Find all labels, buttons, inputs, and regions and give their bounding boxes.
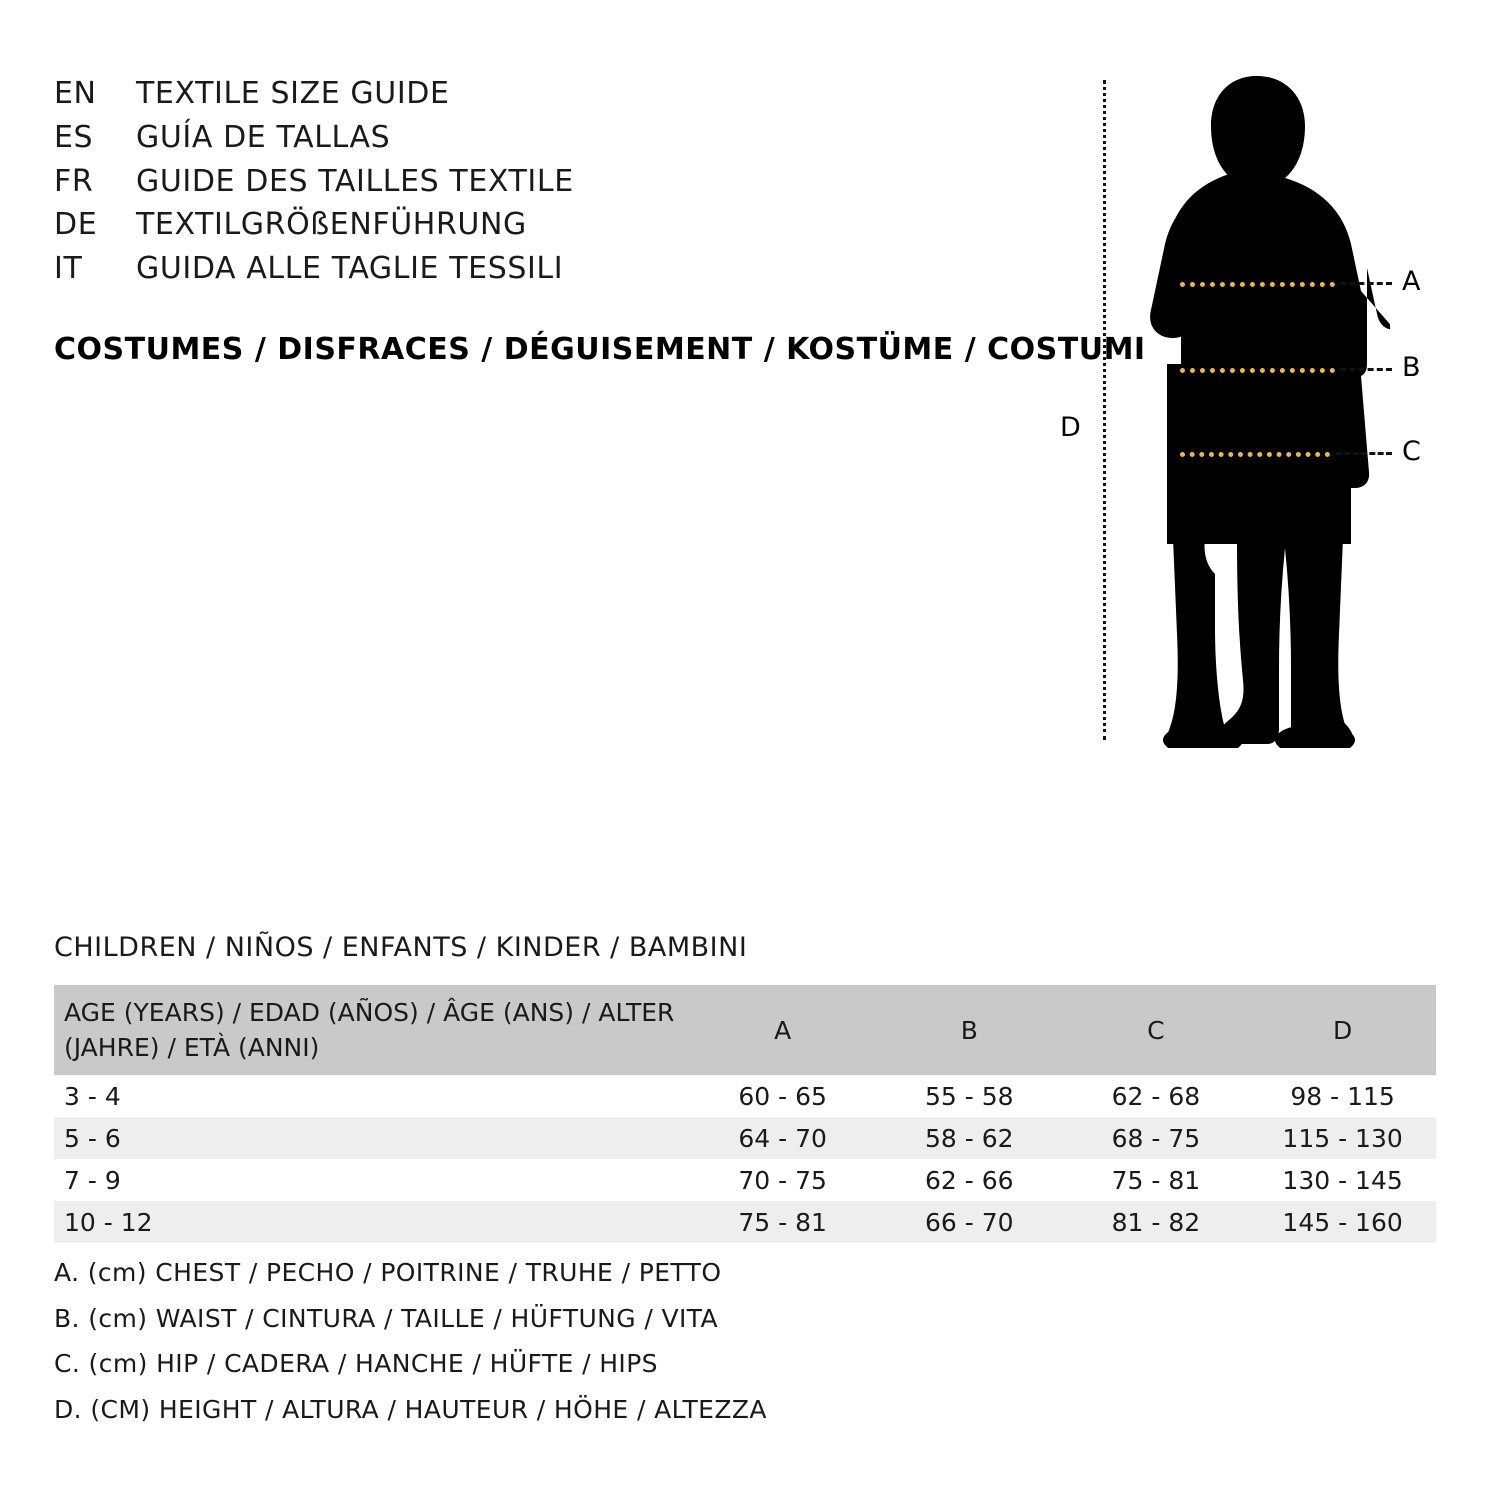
table-header (54, 985, 1436, 1075)
marker-label-chest: A (1402, 266, 1421, 297)
measurement-legend (54, 1250, 767, 1432)
language-text: TEXTILGRÖßENFÜHRUNG (136, 207, 527, 243)
cell-hip: 68 - 75 (1111, 1123, 1201, 1153)
marker-lead-waist (1340, 368, 1392, 371)
language-text: GUÍA DE TALLAS (136, 119, 391, 155)
cell-height: 145 - 160 (1282, 1207, 1403, 1237)
legend-item-chest: A. (cm) CHEST / PECHO / POITRINE / TRUHE / PETTO (54, 1258, 722, 1287)
table-header-row (54, 985, 1436, 1075)
cell-waist: 66 - 70 (925, 1207, 1014, 1237)
legend-item-hip: C. (cm) HIP / CADERA / HANCHE / HÜFTE / HIPS (54, 1349, 658, 1378)
language-row (54, 160, 1034, 204)
language-code: FR (54, 163, 94, 199)
column-header-d: D (1332, 1015, 1353, 1045)
marker-lead-hip (1336, 452, 1392, 455)
size-figure (1040, 60, 1460, 760)
cell-hip: 62 - 68 (1111, 1081, 1201, 1111)
child-silhouette-icon (1125, 68, 1390, 748)
table-row (54, 1075, 1436, 1117)
costumes-heading: COSTUMES / DISFRACES / DÉGUISEMENT / KOSTÜME / COSTUMI (54, 332, 1146, 367)
marker-label-waist: B (1402, 352, 1421, 383)
marker-label-hip: C (1402, 436, 1421, 467)
language-code: ES (54, 119, 94, 155)
marker-lead-chest (1340, 282, 1392, 285)
column-header-a: A (774, 1015, 792, 1045)
column-header-age: AGE (YEARS) / EDAD (AÑOS) / ÂGE (ANS) / ALTER (JAHRE) / ETÀ (ANNI) (64, 998, 675, 1062)
size-table (54, 985, 1436, 1243)
language-text: TEXTILE SIZE GUIDE (136, 76, 450, 111)
marker-line-hip (1180, 452, 1330, 457)
table-row (54, 1117, 1436, 1159)
language-row (54, 203, 1034, 247)
legend-item-waist: B. (cm) WAIST / CINTURA / TAILLE / HÜFTUNG / VITA (54, 1303, 719, 1333)
column-header-c: C (1147, 1015, 1165, 1045)
table-row (54, 1159, 1436, 1201)
cell-height: 115 - 130 (1282, 1123, 1403, 1153)
language-row (54, 116, 1034, 160)
language-row (54, 247, 1034, 291)
language-text: GUIDA ALLE TAGLIE TESSILI (136, 251, 564, 287)
language-code: EN (54, 76, 97, 111)
height-axis-label: D (1060, 412, 1081, 443)
cell-waist: 58 - 62 (925, 1123, 1014, 1153)
cell-chest: 64 - 70 (738, 1123, 827, 1153)
language-row (54, 72, 1034, 116)
language-list (54, 72, 1034, 291)
cell-waist: 62 - 66 (925, 1165, 1014, 1195)
column-header-b: B (960, 1015, 978, 1045)
language-code: DE (54, 207, 98, 243)
cell-height: 98 - 115 (1290, 1081, 1395, 1111)
legend-item-height: D. (CM) HEIGHT / ALTURA / HAUTEUR / HÖHE / ALTEZZA (54, 1394, 767, 1424)
cell-hip: 81 - 82 (1111, 1207, 1201, 1237)
cell-age: 5 - 6 (64, 1123, 121, 1153)
cell-age: 3 - 4 (64, 1081, 121, 1111)
height-axis-line (1103, 80, 1106, 740)
marker-line-waist (1180, 368, 1335, 373)
cell-age: 7 - 9 (64, 1165, 121, 1195)
cell-chest: 75 - 81 (738, 1207, 827, 1237)
cell-waist: 55 - 58 (925, 1081, 1014, 1111)
cell-chest: 70 - 75 (738, 1165, 827, 1195)
language-text: GUIDE DES TAILLES TEXTILE (136, 163, 574, 199)
table-section-title: CHILDREN / NIÑOS / ENFANTS / KINDER / BAMBINI (54, 932, 748, 963)
table-row (54, 1201, 1436, 1243)
cell-height: 130 - 145 (1282, 1165, 1403, 1195)
table-body (54, 1075, 1436, 1243)
language-code: IT (54, 251, 83, 287)
marker-line-chest (1180, 282, 1335, 287)
cell-chest: 60 - 65 (738, 1081, 827, 1111)
cell-age: 10 - 12 (64, 1207, 153, 1237)
cell-hip: 75 - 81 (1111, 1165, 1201, 1195)
